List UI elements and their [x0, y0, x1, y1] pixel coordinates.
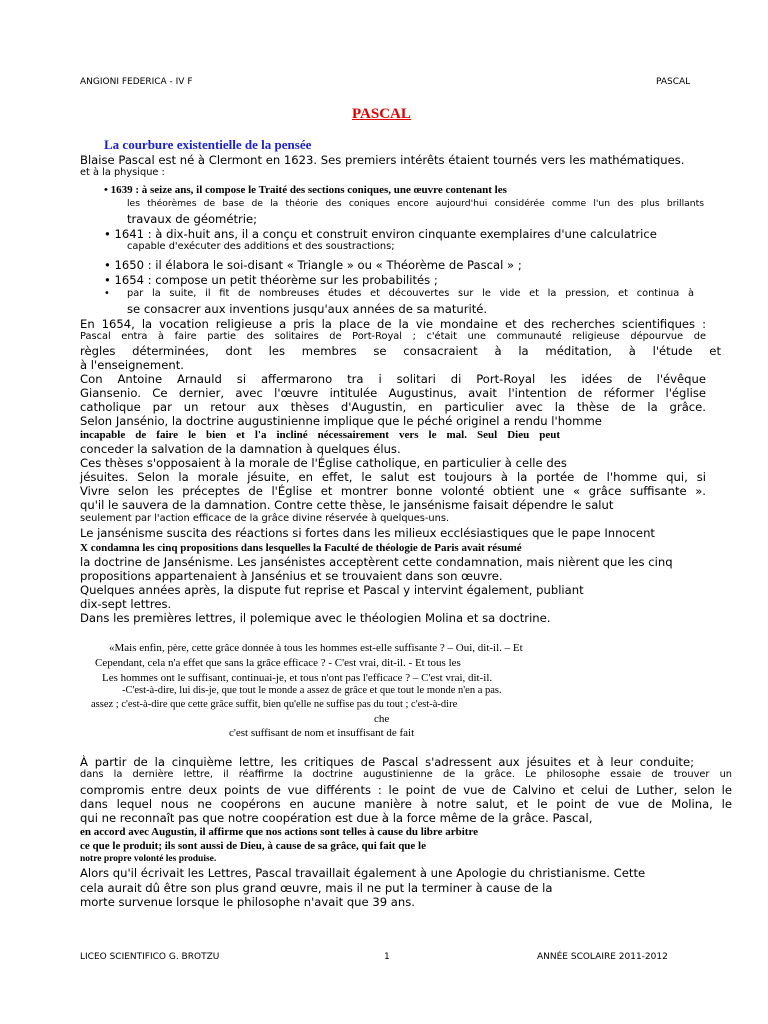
- paragraph-line: dans la dernière lettre, il réaffirme la doctrine augustinienne de la grâce. Le philosophe essaie de trouver un: [80, 769, 732, 780]
- paragraph-line: qui ne reconnaît pas que notre coopération est due à la force même de la grâce. Pascal,: [80, 811, 593, 825]
- list-item-continued: travaux de géométrie;: [127, 212, 258, 226]
- paragraph-line: incapable de faire le bien et l'a incliné nécessairement vers le mal. Seul Dieu peut: [80, 429, 560, 441]
- paragraph-line: En 1654, la vocation religieuse a pris la place de la vie mondaine et des recherches scientifiques :: [80, 317, 706, 331]
- paragraph-line: Vivre selon les préceptes de l'Église et montrer bonne volonté obtient une « grâce suffisante ».: [80, 484, 706, 498]
- quote-line: assez ; c'est-à-dire que cette grâce suffit, bien qu'elle ne suffise pas du tout ; c'est-à-dire: [91, 699, 458, 710]
- paragraph-line: ce que le produit; ils sont aussi de Dieu, à cause de sa grâce, qui fait que le: [80, 840, 427, 852]
- page-subtitle: La courbure existentielle de la pensée: [104, 137, 312, 152]
- list-item: • 1650 : il élabora le soi-disant « Triangle » ou « Théorème de Pascal » ;: [104, 258, 522, 272]
- paragraph-line: Alors qu'il écrivait les Lettres, Pascal travaillait également à une Apologie du christianisme. Cette: [80, 866, 646, 880]
- quote-line: -C'est-à-dire, lui dis-je, que tout le monde a assez de grâce et que tout le monde n'en a pas.: [122, 685, 502, 696]
- paragraph-line: Ces thèses s'opposaient à la morale de l'Église catholique, en particulier à celle des: [80, 456, 567, 470]
- paragraph-line: notre propre volonté les produise.: [80, 854, 217, 864]
- paragraph-line: compromis entre deux points de vue différents : le point de vue de Calvino et celui de Luther, selon le: [80, 783, 732, 797]
- paragraph-line: X condamna les cinq propositions dans lesquelles la Faculté de théologie de Paris avait résumé: [80, 542, 522, 554]
- quote-line: Les hommes ont le suffisant, continuai-je, et tous n'ont pas l'efficace ? – C'est vrai, dit-il.: [102, 672, 493, 684]
- paragraph-line: dans lequel nous ne coopérons en aucune manière à notre salut, et le point de vue de Molina, le: [80, 797, 732, 811]
- paragraph-line: seulement par l'action efficace de la grâce divine réservée à quelques-uns.: [80, 513, 450, 524]
- header-right: PASCAL: [656, 77, 691, 87]
- paragraph-line: à l'enseignement.: [80, 358, 184, 372]
- paragraph-line: Quelques années après, la dispute fut reprise et Pascal y intervint également, publiant: [80, 583, 584, 597]
- paragraph-line: Selon Jansénio, la doctrine augustinienne implique que le péché originel a rendu l'homme: [80, 414, 602, 428]
- quote-line: che: [374, 713, 390, 725]
- header-left: ANGIONI FEDERICA - IV F: [80, 77, 193, 87]
- paragraph-line: dix-sept lettres.: [80, 597, 172, 611]
- paragraph-line: conceder la salvation de la damnation à quelques élus.: [80, 442, 401, 456]
- paragraph-line: Pascal entra à faire partie des solitaires de Port-Royal ; c'était une communauté religieuse dépourvue de: [80, 331, 706, 342]
- list-item: • 1654 : compose un petit théorème sur les probabilités ;: [104, 273, 438, 287]
- page-title: PASCAL: [352, 106, 411, 122]
- paragraph-line: catholique par un retour aux thèses d'Augustin, en particulier avec la thèse de la grâce.: [80, 400, 706, 414]
- footer-left: LICEO SCIENTIFICO G. BROTZU: [80, 952, 220, 962]
- paragraph-line: À partir de la cinquième lettre, les critiques de Pascal s'adressent aux jésuites et à leur conduite;: [80, 755, 694, 769]
- paragraph-line: règles déterminées, dont les membres se consacraient à la méditation, à l'étude et: [80, 344, 721, 358]
- quote-line: «Mais enfin, père, cette grâce donnée à tous les hommes est-elle suffisante ? – Oui, dit-il. – Et: [109, 642, 523, 654]
- paragraph-line: qu'il le sauvera de la damnation. Contre cette thèse, le jansénisme faisait dépendre le salut: [80, 498, 614, 512]
- paragraph-line: Dans les premières lettres, il polemique avec le théologien Molina et sa doctrine.: [80, 611, 551, 625]
- list-item-continued: se consacrer aux inventions jusqu'aux années de sa maturité.: [127, 302, 488, 316]
- paragraph-line: Le jansénisme suscita des réactions si fortes dans les milieux ecclésiastiques que le pape Innocent: [80, 526, 655, 540]
- footer-right: ANNÉE SCOLAIRE 2011-2012: [537, 952, 668, 962]
- paragraph-line: la doctrine de Jansénisme. Les jansénistes acceptèrent cette condamnation, mais nièrent que les cinq: [80, 555, 673, 569]
- paragraph-line: en accord avec Augustin, il affirme que nos actions sont telles à cause du libre arbitre: [80, 826, 479, 838]
- list-item: • 1639 : à seize ans, il compose le Traité des sections coniques, une œuvre contenant les: [104, 184, 507, 196]
- quote-line: c'est suffisant de nom et insuffisant de fait: [229, 727, 415, 739]
- paragraph-line: Con Antoine Arnauld si affermarono tra i solitari di Port-Royal les idées de l'évêque: [80, 372, 706, 386]
- paragraph-line: et à la physique :: [80, 167, 165, 178]
- paragraph-line: propositions appartenaient à Jansénius et se trouvaient dans son œuvre.: [80, 569, 503, 583]
- bullet-icon: •: [104, 288, 110, 299]
- list-item-continued: les théorèmes de base de la théorie des coniques encore aujourd'hui considérée comme l'un des plus brillants: [127, 198, 704, 209]
- paragraph-line: jésuites. Selon la morale jésuite, en effet, le salut est toujours à la portée de l'homme qui, si: [80, 470, 706, 484]
- paragraph-line: Blaise Pascal est né à Clermont en 1623. Ses premiers intérêts étaient tournés vers les mathématiques.: [80, 153, 685, 167]
- paragraph-line: Giansenio. Ce dernier, avec l'œuvre intitulée Augustinus, avait l'intention de réformer l'église: [80, 386, 706, 400]
- paragraph-line: cela aurait dû être son plus grand œuvre, mais il ne put la terminer à cause de la: [80, 881, 553, 895]
- paragraph-line: morte survenue lorsque le philosophe n'avait que 39 ans.: [80, 895, 415, 909]
- list-item-continued: capable d'exécuter des additions et des soustractions;: [127, 241, 395, 252]
- list-item: par la suite, il fit de nombreuses études et découvertes sur le vide et la pression, et continua à: [127, 288, 694, 299]
- page-number: 1: [384, 952, 390, 962]
- quote-line: Cependant, cela n'a effet que sans la grâce efficace ? - C'est vrai, dit-il. - Et tous les: [95, 657, 461, 669]
- list-item: • 1641 : à dix-huit ans, il a conçu et construit environ cinquante exemplaires d'une calculatrice: [104, 227, 657, 241]
